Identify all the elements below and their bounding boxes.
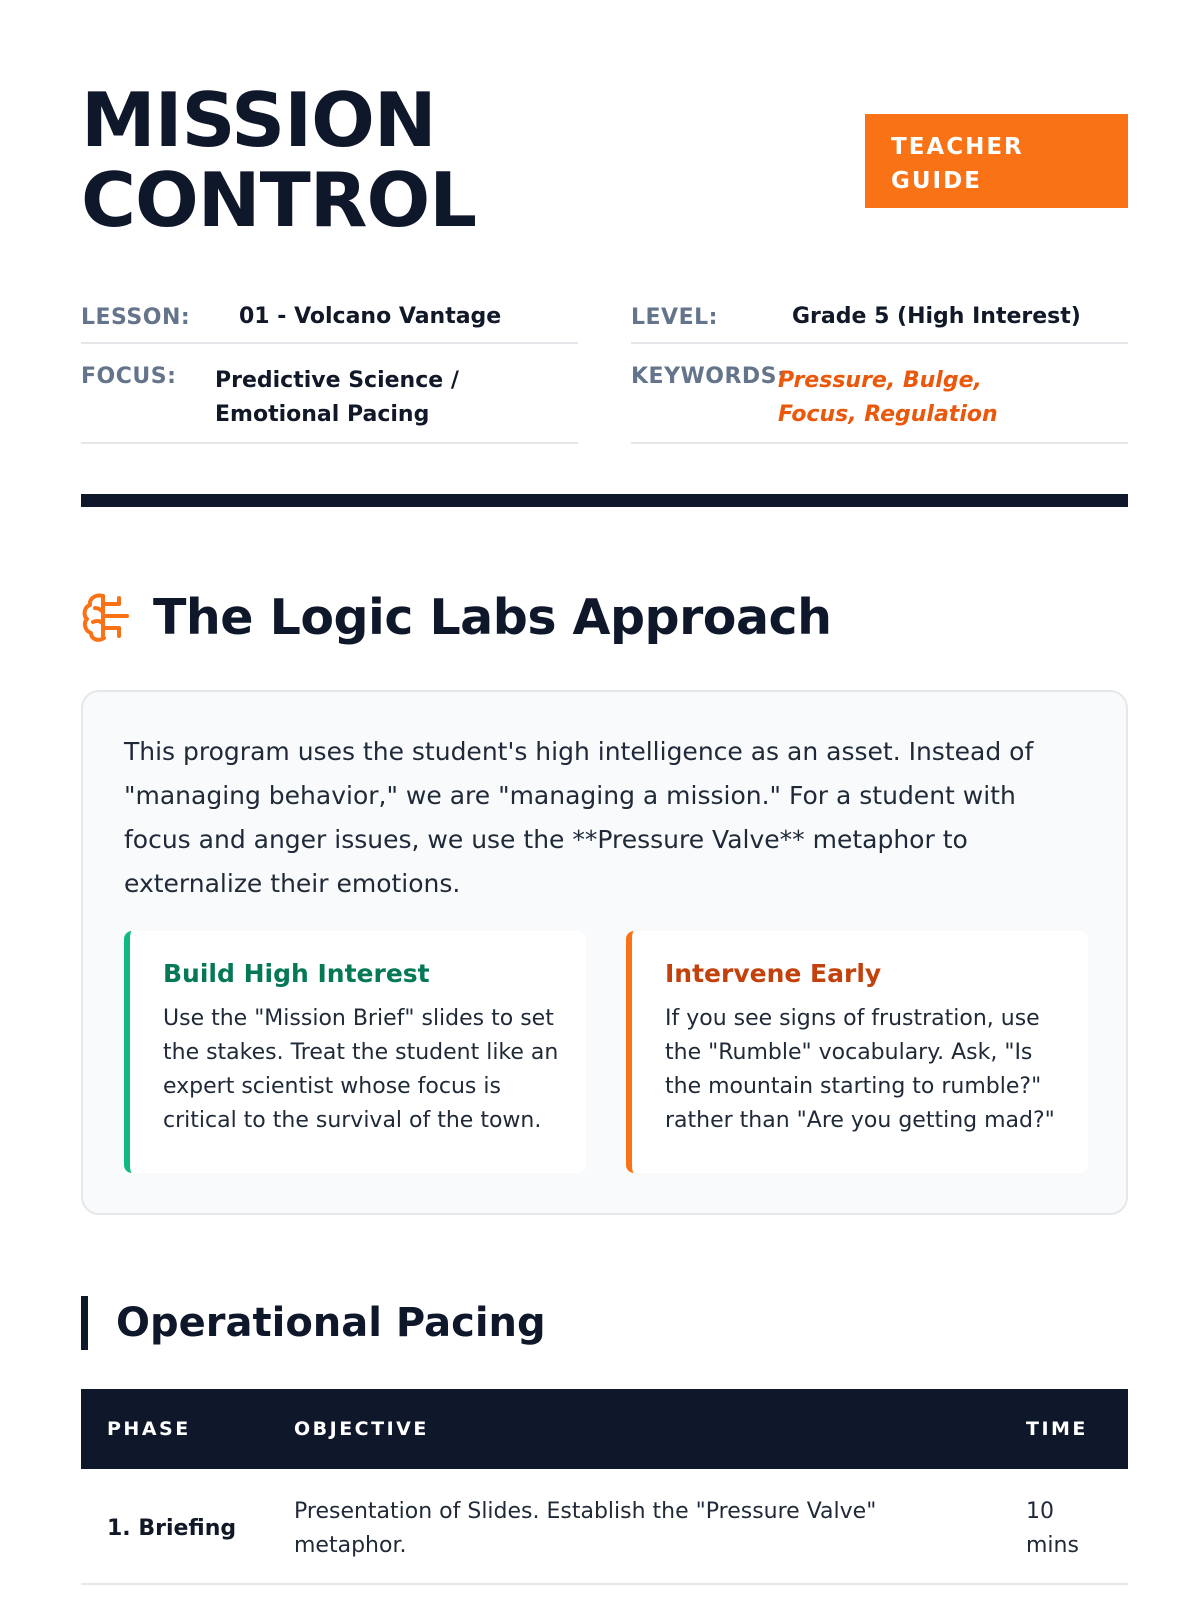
badge-line-1: TEACHER [891,134,1024,160]
approach-panel [81,690,1128,1215]
column-header-time: TIME [1000,1389,1128,1469]
teacher-guide-page [81,0,1128,1558]
approach-intro: This program uses the student's high intelligence as an asset. Instead of "managing behavior," we are "managing a mission." For a student with focus and anger issues, we use the **Pressure Valve** metaphor to externalize their emotions. [124,737,1034,898]
meta-row-lesson [81,292,578,344]
build-interest-card [124,931,586,1173]
intervene-early-card [626,931,1088,1173]
table-header-row [81,1389,1128,1469]
approach-heading [81,582,831,652]
focus-value: Predictive Science / Emotional Pacing [215,368,459,427]
pacing-heading [81,1296,546,1350]
lesson-label: LESSON: [81,304,191,330]
column-header-objective: OBJECTIVE [268,1389,1000,1469]
card-body: Use the "Mission Brief" slides to set the stakes. Treat the student like an expert scientist whose focus is critical to the survival of the town. [163,1006,559,1133]
card-title: Intervene Early [665,959,882,988]
meta-row-focus [81,354,578,444]
badge-line-2: GUIDE [891,168,982,194]
page-title [81,76,477,244]
keywords-value: Pressure, Bulge, Focus, Regulation [778,368,998,427]
page-header [81,0,1128,250]
teacher-guide-badge [865,114,1128,208]
pacing-table [81,1389,1128,1585]
title-line-2: CONTROL [81,156,477,244]
table-row [81,1469,1128,1584]
meta-row-level [631,292,1128,344]
card-title: Build High Interest [163,959,430,988]
level-value: Grade 5 (High Interest) [792,304,1081,329]
lesson-meta [81,292,1128,442]
phase-cell: 1. Briefing [81,1469,268,1584]
objective-cell: Presentation of Slides. Establish the "Pressure Valve" metaphor. [268,1469,1000,1584]
lesson-value: 01 - Volcano Vantage [239,304,502,329]
card-body: If you see signs of frustration, use the "Rumble" vocabulary. Ask, "Is the mountain starting to rumble?" rather than "Are you getting mad?" [665,1006,1055,1133]
meta-column-right [631,292,1128,444]
level-label: LEVEL: [631,304,718,330]
pacing-title: Operational Pacing [116,1300,546,1346]
section-divider [81,494,1128,507]
title-line-1: MISSION [81,76,436,164]
time-cell: 10 mins [1000,1469,1128,1584]
meta-row-keywords [631,354,1128,444]
approach-title: The Logic Labs Approach [153,588,832,646]
meta-column-left [81,292,578,444]
column-header-phase: PHASE [81,1389,268,1469]
brain-icon [81,590,131,644]
focus-label: FOCUS: [81,364,177,389]
keywords-label: KEYWORDS: [631,364,787,389]
